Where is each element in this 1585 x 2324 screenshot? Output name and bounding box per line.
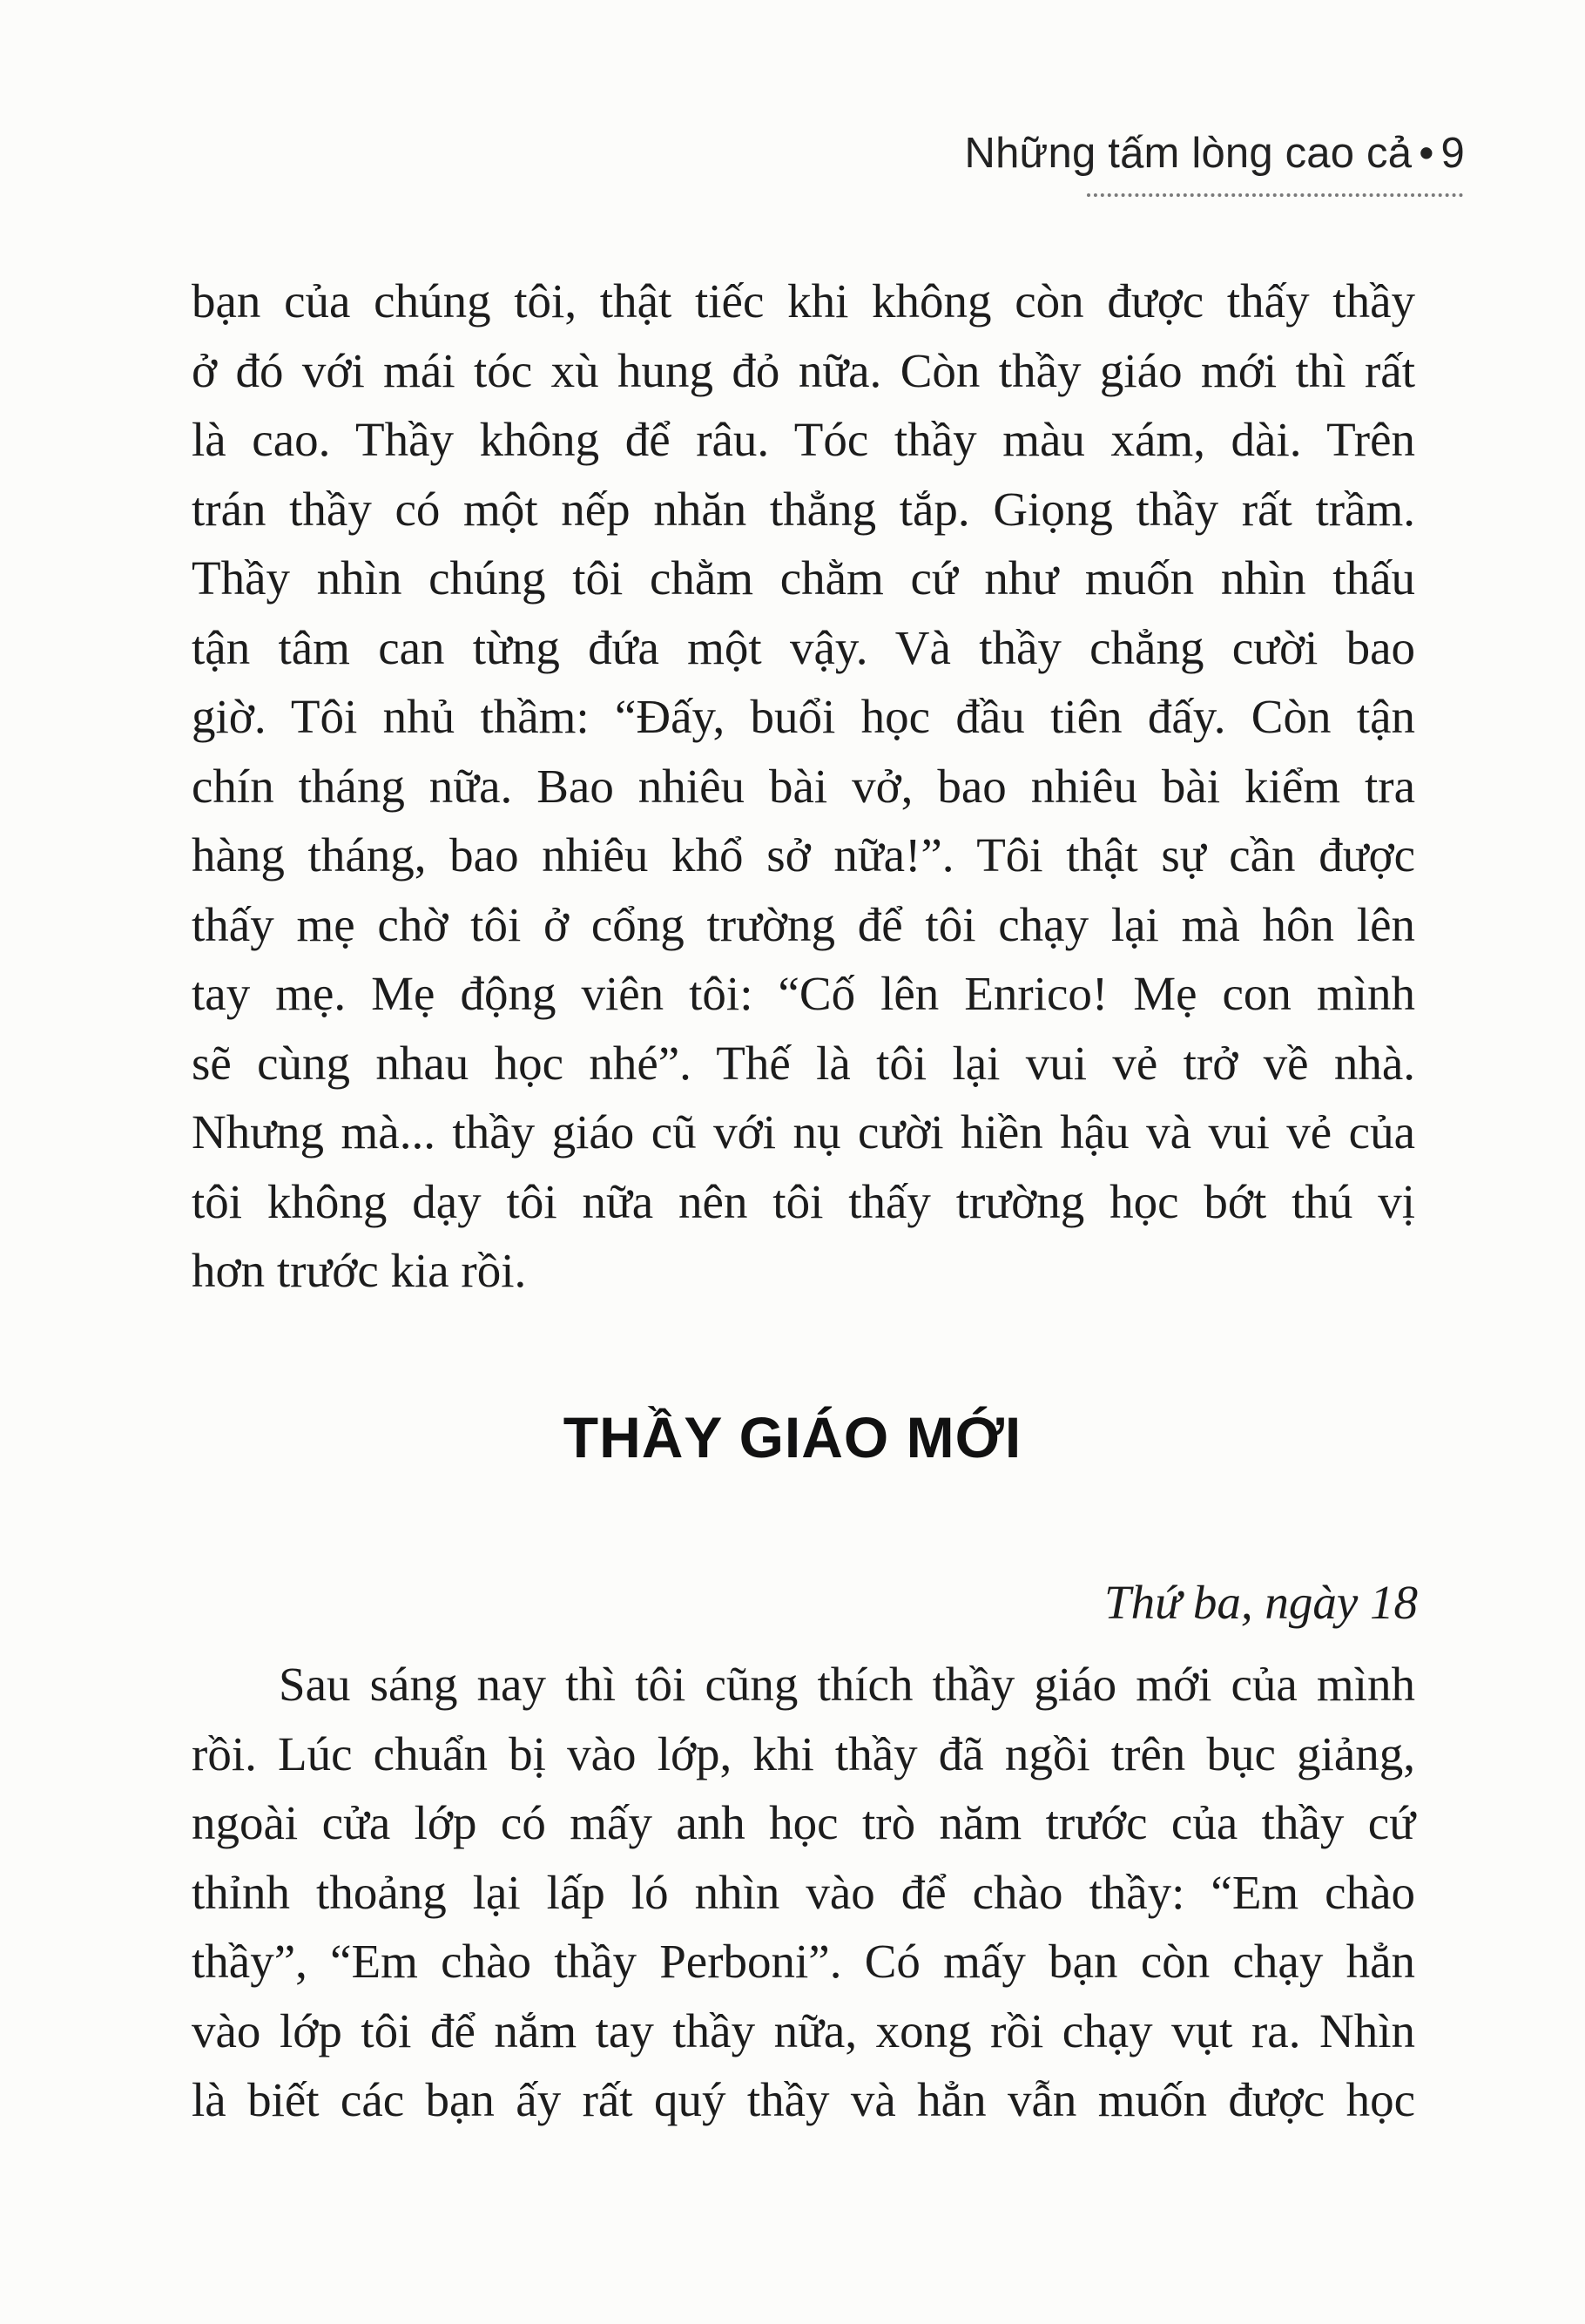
paragraph-continued — [192, 267, 1415, 1306]
text-line: tận tâm can từng đứa một vậy. Và thầy chẳng cười bao — [192, 620, 1415, 674]
text-line: sẽ cùng nhau học nhé”. Thế là tôi lại vui vẻ trở về nhà. — [192, 1036, 1415, 1090]
text-line: Thầy nhìn chúng tôi chằm chằm cứ như muốn nhìn thấu — [192, 551, 1415, 605]
text-line: là cao. Thầy không để râu. Tóc thầy màu xám, dài. Trên — [192, 413, 1415, 466]
header-separator: • — [1419, 130, 1434, 177]
text-line: tay mẹ. Mẹ động viên tôi: “Cố lên Enrico! Mẹ con mình — [192, 967, 1415, 1020]
text-line: thỉnh thoảng lại lấp ló nhìn vào để chào thầy: “Em chào — [192, 1865, 1415, 1919]
text-line: trán thầy có một nếp nhăn thẳng tắp. Giọng thầy rất trầm. — [192, 482, 1415, 536]
running-header — [965, 129, 1466, 178]
page-number: 9 — [1440, 130, 1465, 177]
text-line: Nhưng mà... thầy giáo cũ với nụ cười hiền hậu và vui vẻ của — [192, 1105, 1415, 1159]
text-line: ngoài cửa lớp có mấy anh học trò năm trước của thầy cứ — [192, 1796, 1415, 1849]
chapter-title: THẦY GIÁO MỚI — [563, 1405, 1022, 1469]
header-book-title: Những tấm lòng cao cả — [964, 130, 1413, 177]
entry-date: Thứ ba, ngày 18 — [1104, 1576, 1418, 1629]
text-line: vào lớp tôi để nắm tay thầy nữa, xong rồi chạy vụt ra. Nhìn — [192, 2003, 1415, 2057]
paragraph-new-chapter — [192, 1650, 1415, 2135]
text-line: tôi không dạy tôi nữa nên tôi thấy trường học bớt thú vị — [192, 1174, 1415, 1228]
header-dotted-rule — [1087, 193, 1463, 197]
text-line: rồi. Lúc chuẩn bị vào lớp, khi thầy đã ngồi trên bục giảng, — [192, 1726, 1415, 1780]
text-line: hơn trước kia rồi. — [192, 1244, 527, 1297]
text-line: ở đó với mái tóc xù hung đỏ nữa. Còn thầy giáo mới thì rất — [192, 343, 1415, 397]
text-line: là biết các bạn ấy rất quý thầy và hẳn vẫn muốn được học — [192, 2073, 1415, 2126]
text-line: hàng tháng, bao nhiêu khổ sở nữa!”. Tôi thật sự cần được — [192, 828, 1415, 882]
text-line: Sau sáng nay thì tôi cũng thích thầy giáo mới của mình — [279, 1658, 1415, 1711]
text-line: thầy”, “Em chào thầy Perboni”. Có mấy bạn còn chạy hẳn — [192, 1935, 1415, 1988]
text-line: chín tháng nữa. Bao nhiêu bài vở, bao nhiêu bài kiểm tra — [192, 759, 1415, 813]
text-line: giờ. Tôi nhủ thầm: “Đấy, buổi học đầu tiên đấy. Còn tận — [192, 690, 1415, 743]
text-line: bạn của chúng tôi, thật tiếc khi không còn được thấy thầy — [192, 274, 1415, 328]
text-line: thấy mẹ chờ tôi ở cổng trường để tôi chạy lại mà hôn lên — [192, 897, 1415, 951]
